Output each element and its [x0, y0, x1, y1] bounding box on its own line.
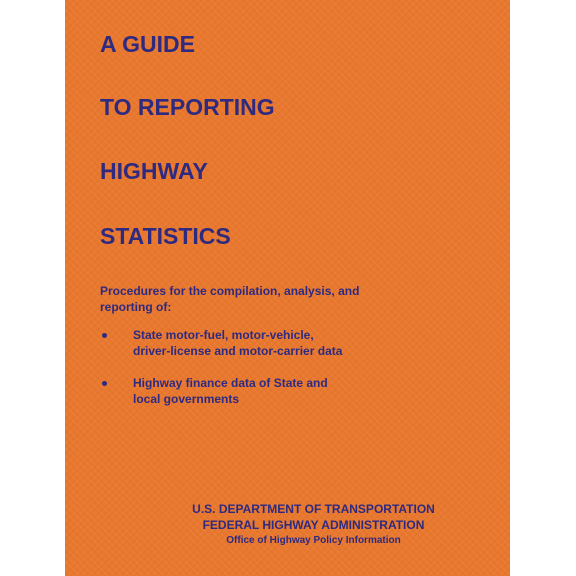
office-name: Office of Highway Policy Information: [226, 535, 401, 546]
bullet-item-finance-data: [100, 375, 430, 407]
bullet-text-line-1: Highway finance data of State and: [133, 376, 328, 390]
bullet-text-line-2: driver-license and motor-carrier data: [133, 344, 343, 358]
title-line-3: HIGHWAY: [100, 158, 208, 184]
publisher-block: [65, 501, 510, 548]
bullet-item-motor-data: [100, 327, 430, 359]
title-line-4: STATISTICS: [100, 223, 231, 249]
book-cover: [65, 0, 510, 576]
bullet-icon: [102, 381, 107, 386]
intro-text: Procedures for the compilation, analysis, and reporting of:: [100, 284, 360, 314]
title-line-2: TO REPORTING: [100, 94, 275, 120]
department-name: U.S. DEPARTMENT OF TRANSPORTATION: [192, 502, 435, 516]
title-line-1: A GUIDE: [100, 31, 195, 57]
bullet-list: [100, 327, 430, 423]
bullet-text-line-2: local governments: [133, 392, 240, 406]
bullet-text-line-1: State motor-fuel, motor-vehicle,: [133, 328, 314, 342]
administration-name: FEDERAL HIGHWAY ADMINISTRATION: [202, 518, 425, 532]
bullet-icon: [102, 333, 107, 338]
